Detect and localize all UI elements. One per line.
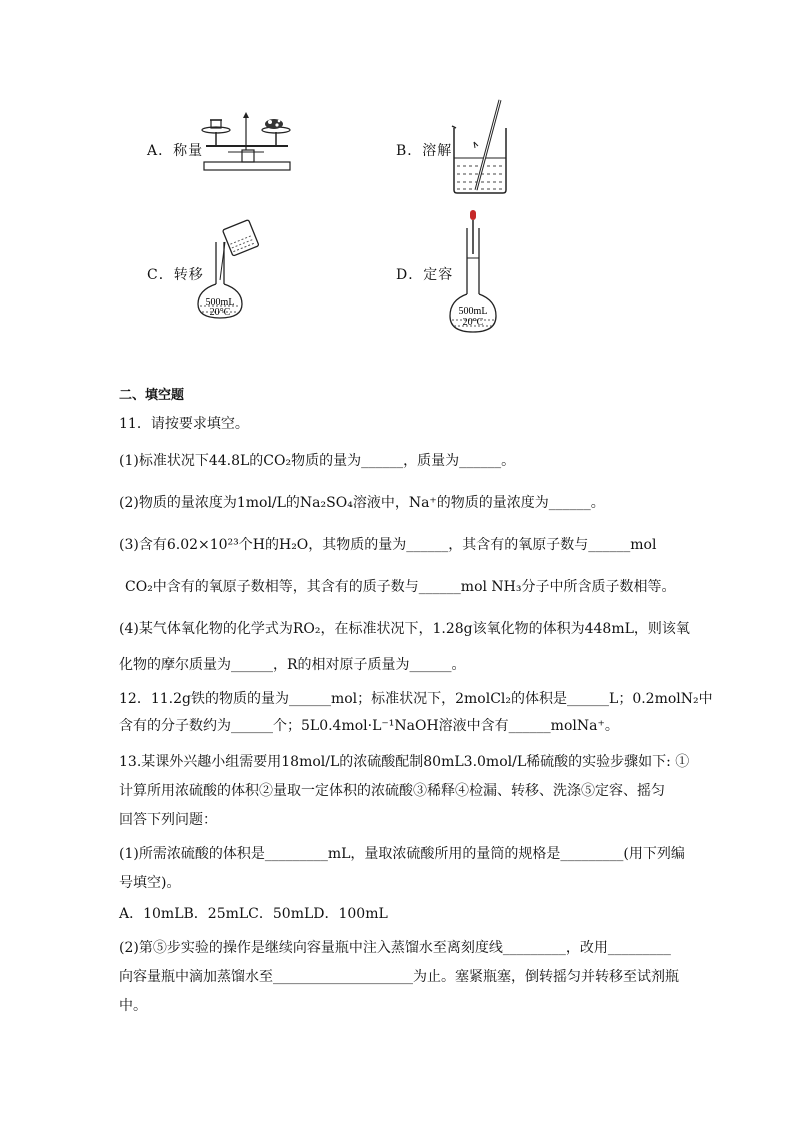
q11-part3-line2: CO₂中含有的氧原子数相等，其含有的质子数与______mol NH₃分子中所含质子数相等。	[125, 579, 676, 595]
q11-part1: (1)标准状况下44.8L的CO₂物质的量为______，质量为______。	[119, 453, 516, 469]
flask-d-volume: 500mL	[458, 306, 488, 317]
option-b-label: B．溶解	[396, 143, 453, 159]
q11-part3-line1: (3)含有6.02×10²³个H的H₂O，其物质的量为______，其含有的氧原子数与______mol	[119, 537, 657, 553]
q11-part4-line2: 化物的摩尔质量为______，R的相对原子质量为______。	[119, 657, 466, 673]
flask-c-temp: 20°C	[209, 307, 231, 318]
q11-part4-line1: (4)某气体氧化物的化学式为RO₂，在标准状况下，1.28g该氧化物的体积为448mL，则该氧	[119, 621, 690, 637]
flask-transfer-image	[196, 214, 266, 320]
q12-line1: 12．11.2g铁的物质的量为______mol；标准状况下，2molCl₂的体积是______L；0.2molN₂中	[119, 691, 713, 707]
q13-line3: 回答下列问题：	[119, 812, 217, 828]
balance-scale-image	[198, 112, 308, 174]
q13-part2-line3: 中。	[119, 998, 147, 1014]
q13-line1: 13.某课外兴趣小组需要用18mol/L的浓硫酸配制80mL3.0mol/L稀硫酸的实验步骤如下: ①	[119, 754, 690, 770]
beaker-dissolve-image	[448, 96, 518, 196]
option-d-label: D．定容	[396, 267, 454, 283]
flask-c-volume: 500mL	[205, 297, 235, 308]
q13-part1-line1: (1)所需浓硫酸的体积是_________mL，量取浓硫酸所用的量筒的规格是_________(用下列编	[119, 846, 685, 862]
q13-part2-line1: (2)第⑤步实验的操作是继续向容量瓶中注入蒸馏水至离刻度线_________，改用_________	[119, 940, 671, 956]
option-c-label: C．转移	[147, 267, 204, 283]
q13-part1-line2: 号填空)。	[119, 875, 181, 891]
section-title: 二、填空题	[119, 388, 185, 403]
flask-fixvolume-image	[450, 208, 500, 336]
flask-d-temp: 20°C	[462, 317, 484, 328]
q11-part2: (2)物质的量浓度为1mol/L的Na₂SO₄溶液中，Na⁺的物质的量浓度为______。	[119, 495, 605, 511]
q13-part2-line2: 向容量瓶中滴加蒸馏水至____________________为止。塞紧瓶塞，倒转摇匀并转移至试剂瓶	[119, 969, 679, 985]
q12-line2: 含有的分子数约为______个；5L0.4mol·L⁻¹NaOH溶液中含有______molNa⁺。	[119, 718, 619, 734]
q13-choices: A．10mLB．25mLC．50mLD．100mL	[119, 906, 388, 922]
q11-intro: 11．请按要求填空。	[119, 416, 249, 432]
option-a-label: A．称量	[147, 143, 204, 159]
q13-line2: 计算所用浓硫酸的体积②量取一定体积的浓硫酸③稀释④检漏、转移、洗涤⑤定容、摇匀	[119, 783, 665, 799]
